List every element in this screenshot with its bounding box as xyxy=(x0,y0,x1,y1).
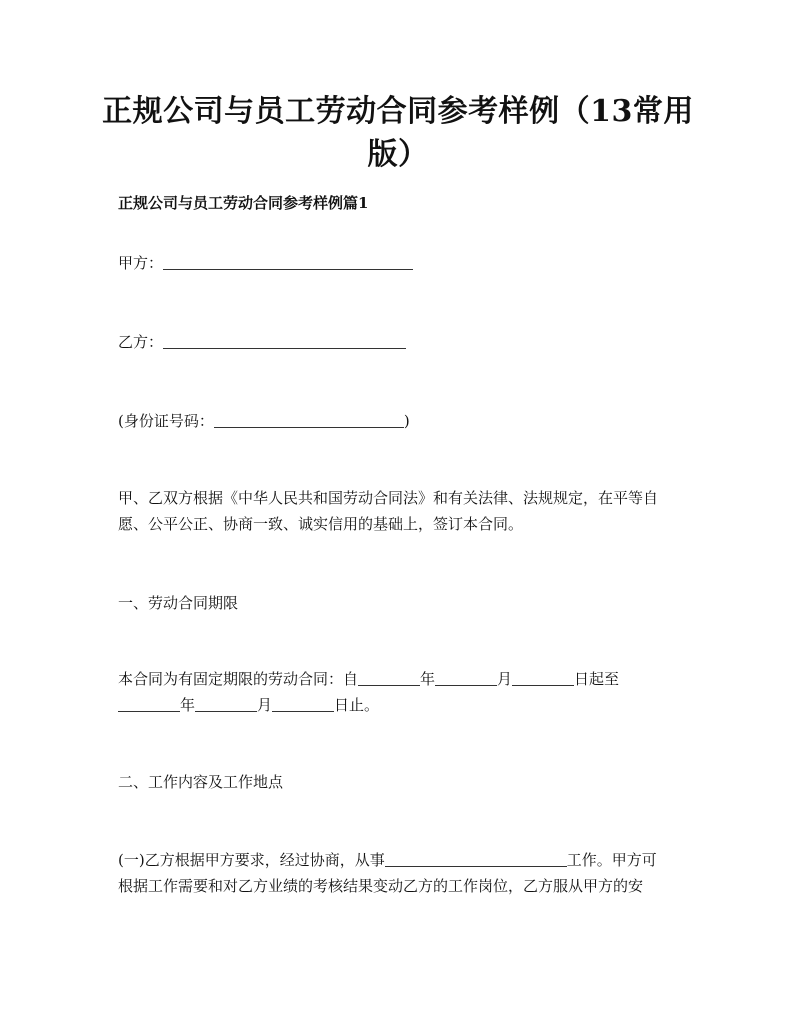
id-number-line xyxy=(118,408,410,434)
id-number-label: (身份证号码： xyxy=(118,412,214,430)
party-b-blank[interactable] xyxy=(163,332,406,349)
start-month-blank[interactable] xyxy=(435,669,497,686)
end-month-blank[interactable] xyxy=(195,695,257,712)
intro-line-1: 甲、乙双方根据《中华人民共和国劳动合同法》和有关法律、法规规定，在平等自 xyxy=(118,489,659,507)
party-a-blank[interactable] xyxy=(163,253,413,270)
term-line-1 xyxy=(118,666,619,692)
work-intro-text: (一)乙方根据甲方要求，经过协商，从事 xyxy=(118,851,385,869)
work-line-2: 根据工作需要和对乙方业绩的考核结果变动乙方的工作岗位，乙方服从甲方的安 xyxy=(118,877,644,895)
id-number-blank[interactable] xyxy=(214,411,404,428)
id-number-close: ) xyxy=(403,412,410,430)
end-month-label: 月 xyxy=(257,696,273,714)
document-title-line-2: 版） xyxy=(367,137,429,172)
party-b-label: 乙方： xyxy=(118,333,164,351)
start-year-label: 年 xyxy=(420,670,436,688)
party-a-line xyxy=(118,250,413,276)
term-intro-text: 本合同为有固定期限的劳动合同：自 xyxy=(118,670,359,688)
document-title-line-1: 正规公司与员工劳动合同参考样例（13常用 xyxy=(102,94,694,129)
job-title-blank[interactable] xyxy=(385,850,567,867)
end-day-label: 日止。 xyxy=(334,696,380,714)
section-1-heading: 一、劳动合同期限 xyxy=(118,594,239,612)
start-year-blank[interactable] xyxy=(358,669,420,686)
work-line-1 xyxy=(118,847,657,873)
end-day-blank[interactable] xyxy=(272,695,334,712)
intro-line-2: 愿、公平公正、协商一致、诚实信用的基础上，签订本合同。 xyxy=(118,515,524,533)
end-year-label: 年 xyxy=(180,696,196,714)
start-day-blank[interactable] xyxy=(512,669,574,686)
party-a-label: 甲方： xyxy=(118,254,164,272)
party-b-line xyxy=(118,329,406,355)
end-year-blank[interactable] xyxy=(118,695,180,712)
section-2-heading: 二、工作内容及工作地点 xyxy=(118,773,284,791)
start-day-label: 日起至 xyxy=(574,670,620,688)
work-line-1-end: 工作。甲方可 xyxy=(566,851,657,869)
start-month-label: 月 xyxy=(497,670,513,688)
contract-subtitle: 正规公司与员工劳动合同参考样例篇1 xyxy=(118,194,369,212)
term-line-2 xyxy=(118,692,379,718)
